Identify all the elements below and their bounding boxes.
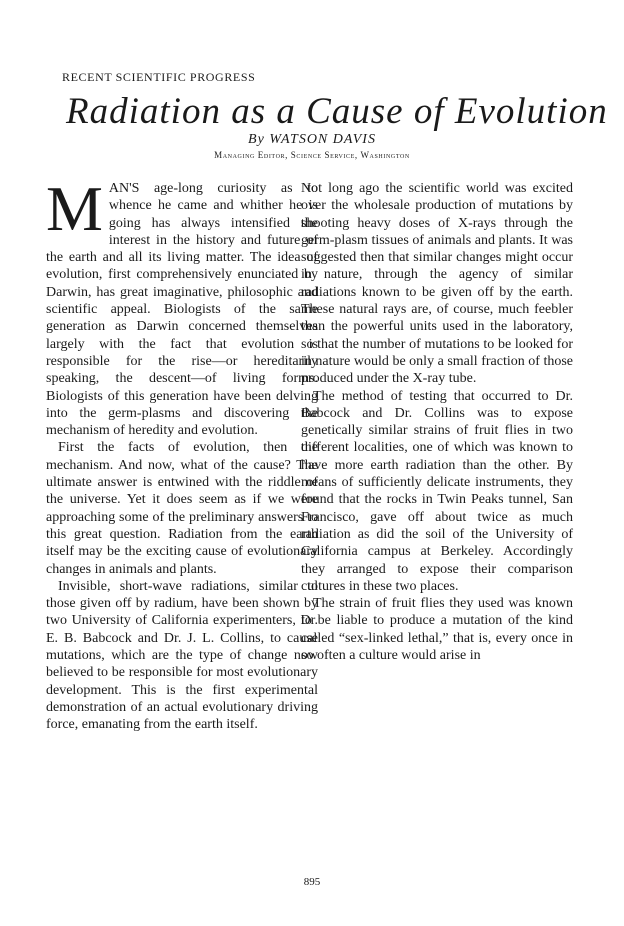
- byline: [0, 132, 624, 148]
- section-heading: RECENT SCIENTIFIC PROGRESS: [62, 70, 256, 84]
- article-title: Radiation as a Cause of Evolution: [66, 91, 608, 132]
- paragraph-2: First the facts of evolution, then the mechanism. And now, what of the cause? The ultimate answer is entwined with the riddle of the universe. Yet it does seem as if we were approaching some of the preliminary answers to this great question. Radiation from the earth itself may be the exciting cause of evolutionary changes in animals and plants.: [46, 440, 318, 577]
- paragraph-6: The strain of fruit flies they used was known to be liable to produce a mutation of the kind called “sex-linked lethal,” that is, every once in so often a culture would arise in: [301, 596, 573, 664]
- author-affiliation: Managing Editor, Science Service, Washington: [214, 150, 410, 160]
- paragraph-3: Invisible, short-wave radiations, similar to those given off by radium, have been shown by two University of California experimenters, Dr. E. B. Babcock and Dr. J. L. Collins, to cause mutations, which are the type of change now believed to be responsible for most evolutionary development. This is the first experimental demonstration of an actual evolutionary driving force, emanating from the earth itself.: [46, 578, 318, 733]
- byline-prefix: By: [248, 132, 265, 147]
- author-name: WATSON DAVIS: [269, 132, 376, 147]
- paragraph-1-text: AN'S age-long curiosity as to whence he came and whither he is going has always intensified the interest in the history and future of the earth and all its living matter. The idea of evolution, first comprehensively enunciated by Darwin, has great imaginative, philosophic and scientific appeal. Biologists of the same generation as Darwin concerned themselves largely with the fact that evolution is responsible for the rise—or hereditarily speaking, the descent—of living forms. Biologists of this generation have been delving into the germ-plasms and discovering the mechanism of heredity and evolution.: [46, 181, 318, 439]
- paragraph-1: [46, 173, 318, 439]
- paragraph-5: The method of testing that occurred to Dr. Babcock and Dr. Collins was to expose genetically similar strains of fruit flies in two different localities, one of which was known to have more earth radiation than the other. By means of sufficiently delicate instruments, they found that the rocks in Twin Peaks tunnel, San Francisco, gave off about twice as much radiation as did the soil of the University of California campus at Berkeley. Accordingly they arranged to expose their comparison cultures in these two places.: [301, 388, 573, 594]
- drop-cap: M: [46, 173, 103, 244]
- paragraph-4: Not long ago the scientific world was excited over the wholesale production of mutations by shooting heavy doses of X-rays through the germ-plasm tissues of animals and plants. It was suggested then that similar changes might occur in nature, through the agency of similar radiations known to be given off by the earth. These natural rays are, of course, much feebler than the powerful units used in the laboratory, so that the number of mutations to be looked for in nature would be only a small fraction of those produced under the X-ray tube.: [301, 181, 573, 387]
- column-left: [46, 173, 318, 734]
- column-right: [301, 180, 573, 664]
- page-number: 895: [303, 876, 321, 888]
